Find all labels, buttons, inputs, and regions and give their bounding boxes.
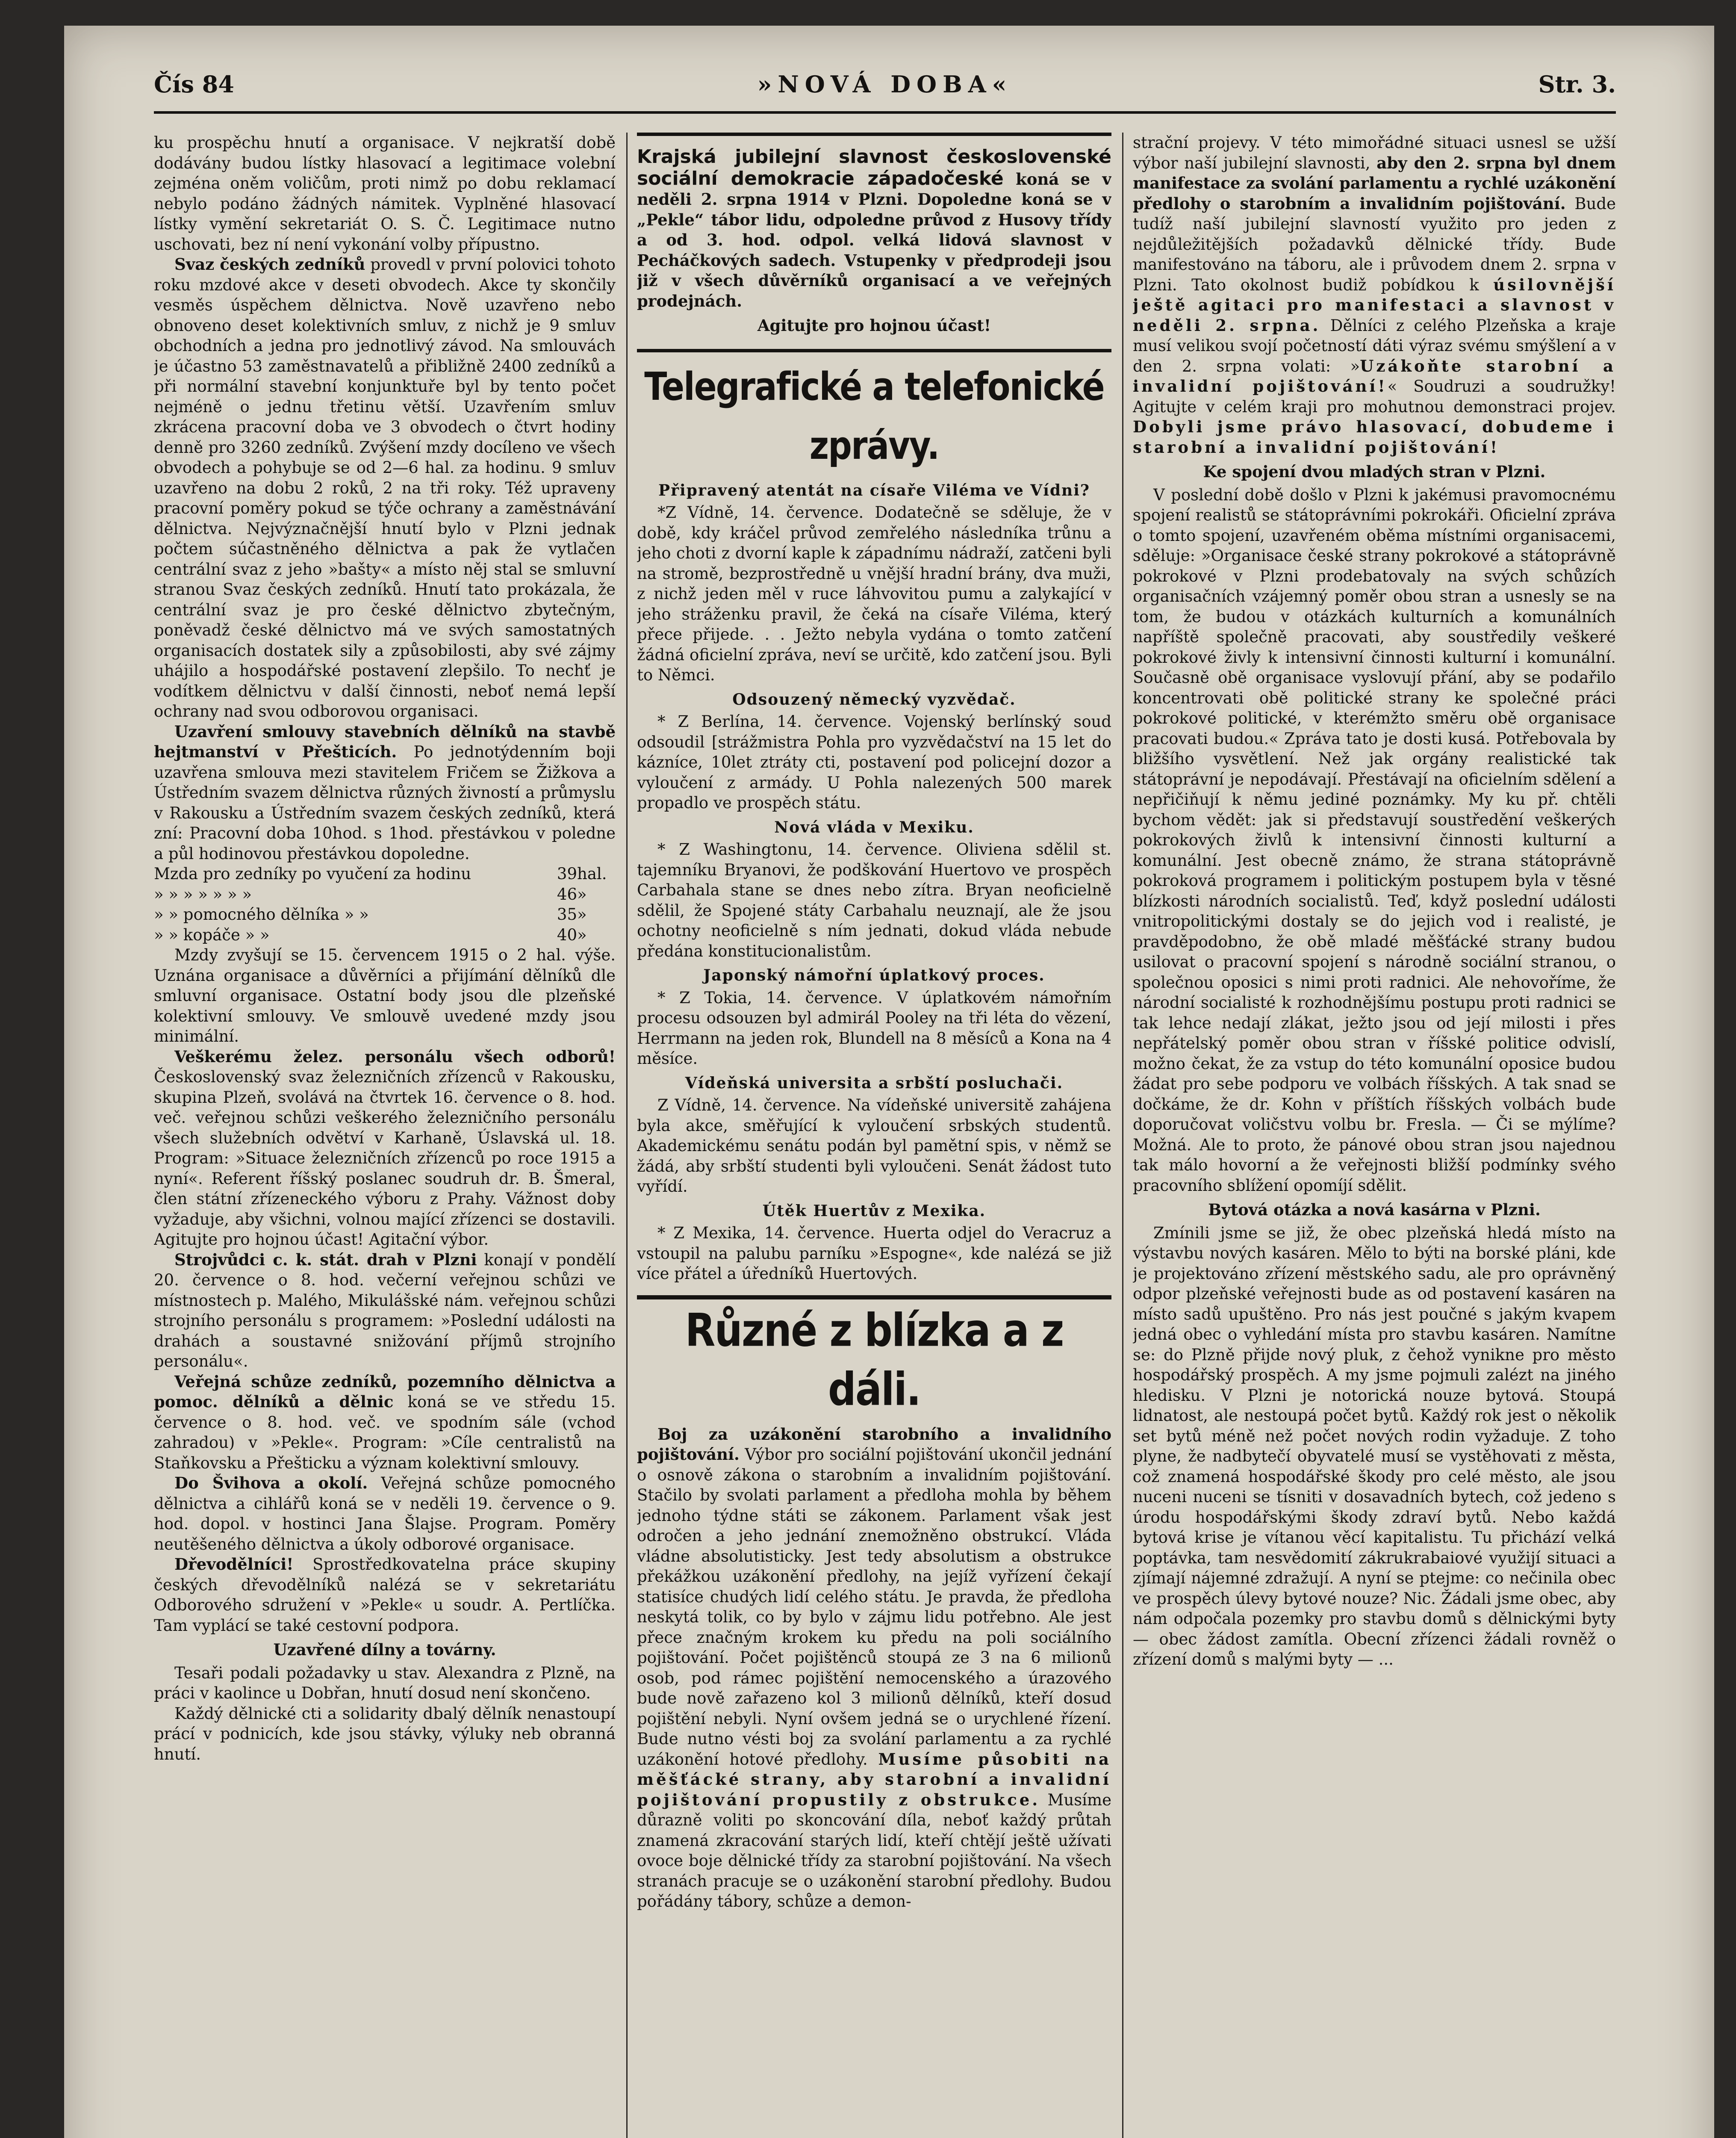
- article-text: V poslední době došlo v Plzni k jakémusi pravomocnému spojení realistů se státoprávními pokrokáři. Oficielní zpráva o tomto spojení, uzavřeném oběma místními organisacemi, sděluje: »Organisace české strany pokrokové a státoprávně pokrokové v Plzni prodebatovaly na svých schůzích organisačních vzájemný poměr obou stran a usnesly se na tom, že budou v otázkách kulturních a komunálních napříště společně pracovati, aby soustředily veškeré pokrokové živly k intensivní činnosti kulturní i komunální. Současně obě organisace vyslovují přání, aby se podařilo koncentrovati obě politické strany ke společné práci pokrokové politické, v kterémžto směru obě organisace pracovati budou.« Zpráva tato je dosti kusá. Potřebovala by bližšího vysvětlení. Než jak orgány realistické tak státoprávní je nepodávají. Přestávají na oficielním sdělení a nepřičiňují k němu jediné poznámky. My ku př. chtěli bychom vědět: jak si představují soustředění veškerých pokrokových živlů k intensivní činnosti kulturní a komunální. Jest obecně známo, že strana státoprávně pokroková programem i politickým postupem byla v těsné blízkosti národních socialistů. Teď, když poslední události vnitropolitickými dostaly se do jejich vod i realisté, je pravděpodobno, že obě mladé měšťácké strany budou usilovat o pracovní spojení s národně sociální stranou, o společnou oposici s nimi proti radnici. Ale nehovoříme, že národní socialisté k rozhodnějšímu postupu proti radnici se tak lehce nedají zlákat, ježto jsou od její milosti i přes nepřátelský poměr obou stran v říšské politice odvislí, možno čekat, že za vstup do této komunální oposice budou žádat pro sebe podporu ve volbách říšských. A tak snad se dočkáme, že dr. Kohn v příštích říšských volbách bude doporučovat voličstvu volbu br. Fresla. — Či se mýlíme? Možná. Ale to proto, že pánové obou stran jsou najednou tak málo hovorní a že veřejnosti bližší podmínky svého pracovního sblížení opomíjí sdělit.: [1133, 485, 1616, 1195]
- column-2: [637, 133, 1111, 2138]
- wage-row: [154, 925, 616, 945]
- news-text: *Z Vídně, 14. července. Dodatečně se sděluje, že v době, kdy kráčel průvod zemřelého následníka trůnu a jeho choti z dvorní kaple k západnímu nádraží, zatčeni byli na stromě, bezprostředně u vnější hradní brány, dva muži, z nichž jeden měl v ruce láhvovitou pumu a zalykající v jeho stráženku pravil, že čeká na císaře Viléma, který přece přijede. . . Ježto nebyla vydána o tomto zatčení žádná oficielní zpráva, neví se určitě, kdo zatčení jsou. Byli to Němci.: [637, 503, 1111, 684]
- wage-unit: »: [577, 905, 587, 924]
- wage-value: 35: [557, 905, 577, 924]
- article-text: « Soudruzi a soudružky! Agitujte v celém kraji pro mohutnou demonstraci projev.: [1133, 377, 1616, 416]
- news-heading: Japonský námořní úplatkový proces.: [703, 966, 1045, 984]
- wage-unit: »: [577, 885, 587, 904]
- article-heading: Bytová otázka a nová kasárna v Plzni.: [1208, 1200, 1541, 1219]
- article-text: Každý dělnické cti a solidarity dbalý dělník nenastoupí prácí v podnicích, kde jsou stávky, výluky neb obranná hnutí.: [154, 1704, 616, 1763]
- wage-label: » » pomocného dělníka » »: [154, 905, 369, 924]
- announcement-box: [637, 133, 1111, 352]
- article-emphasis: Uzákoňte starobní a invalidní pojištování!: [1133, 356, 1616, 396]
- article-text: koná se ve středu 15. července o 8. hod. več. ve spodním sále (vchod zahradou) v »Pekle«. Program: »Cíle centralistů na Staňkovsku a Přešticku a význam kolektivní smlouvy.: [154, 1393, 616, 1472]
- article-text: ku prospěchu hnutí a organisace. V nejkratší době dodávány budou lístky hlasovací a legitimace volební zejména oněm voličům, proti nimž po dobu reklamací nebylo podáno žádných námitek. Vyplněné hlasovací lístky vymění sekretariát O. S. Č. Legitimace nutno uschovati, bez ní není vykonání volby přípustno.: [154, 133, 616, 254]
- wage-value: 40: [557, 925, 577, 944]
- article-text: Mzdy zvyšují se 15. červencem 1915 o 2 hal. výše. Uznána organisace a důvěrníci a přijímání dělníků dle smluvní organisace. Ostatní body jsou dle plzeňské kolektivní smlouvy. Ve smlouvě uvedené mzdy jsou minimální.: [154, 946, 616, 1045]
- masthead: [154, 71, 1616, 109]
- announcement-paragraph: [637, 146, 1111, 311]
- wage-row: [154, 864, 616, 884]
- news-heading: Vídeňská universita a srbští posluchači.: [685, 1074, 1064, 1092]
- article-text: provedl v první polovici tohoto roku mzdové akce v deseti obvodech. Akce ty skončily vesměs úspěchem dělnictva. Nově uzavřeno nebo obnoveno deset kolektivních smluv, z nichž je 9 smluv obchodních a jedna pro jednotlivý závod. Na smlouvách je účastno 53 zaměstnavatelů a přibližně 2400 zedníků a při normální stavební konjunktuře byl by tento počet nejméně o jednu třetinu větší. Uzavřením smluv zkrácena pracovní doba ve 3 obvodech o čtvrt hodiny denně pro 3260 zedníků. Zvýšení mzdy docíleno ve všech obvodech a pohybuje se od 2—6 hal. za hodinu. 9 smluv uzavřeno na dobu 2 roků, 2 na tři roky. Též upraveny pracovní poměry pokud se týče ochrany a zaměstnávání dělnictva. Nejvýznačnější hnutí bylo v Plzni jednak počtem súčastněného dělnictva a pak že vytlačen centrální svaz z jeho »bašty« a místo něj stal se smluvní stranou Svaz českých zedníků. Hnutí tato prokázala, že centrální svaz je pro české dělnictvo zbytečným, poněvadž české dělnictvo má ve svých samostatných organisacích dostatek sily a způsobilosti, aby své zájmy uhájilo a hospodářské postavení zlepšilo. To nechť je vodítkem dělnictvu v další činnosti, neboť nemá lepší ochrany nad svou odborovou organisaci.: [154, 255, 616, 721]
- article-paragraph: [154, 1250, 616, 1372]
- announcement-heading: Krajská jubilejní slavnost československé sociální demokracie západočeské: [637, 146, 1111, 189]
- article-lead: Uzavření smlouvy stavebních dělníků na stavbě hejtmanství v Přešticích.: [154, 722, 616, 761]
- article-emphasis: úsilovnější ještě agitaci pro manifestaci a slavnost v neděli 2. srpna.: [1133, 275, 1616, 335]
- wage-value: 46: [557, 885, 577, 904]
- news-text: * Z Tokia, 14. července. V úplatkovém námořním procesu odsouzen byl admirál Pooley na tři léta do vězení, Herrmann na jeden rok, Blundell na 8 měsíců a Kona na 4 měsíce.: [637, 988, 1111, 1068]
- wage-table: [154, 864, 616, 945]
- article-paragraph: [154, 254, 616, 722]
- misc-section-title: Různé z blízka a z dáli.: [685, 1304, 1064, 1416]
- news-heading: Útěk Huertův z Mexika.: [762, 1202, 986, 1220]
- news-text: * Z Berlína, 14. července. Vojenský berlínský soud odsoudil [strážmistra Pohla pro vyzvědačství na 15 let do kázníce, 10let ztráty cti, postavení pod policejní dozor a vyloučení z armády. U Pohla nalezených 500 marek propadlo ve prospěch státu.: [637, 712, 1111, 812]
- newspaper-page: [64, 26, 1714, 2138]
- column-3: [1133, 133, 1616, 2138]
- article-text: Zmínili jsme se již, že obec plzeňská hledá místo na výstavbu nových kasáren. Mělo to býti na borské pláni, kde je projektováno zřízení městského sadu, ale pro oprávněný odpor plzeňské veřejnosti bude as od postavení kasáren na místo sadů upuštěno. Pro nás jest poučné s jakým kvapem jedná obec o vyhledání místa pro stavbu kasáren. Namítne se: do Plzně přijde nový pluk, z čehož vynikne pro město hospodářský prospěch. A my jsme pojmuli zalézt na jiného hledisku. V Plzni je notorická nouze bytová. Stoupá lidnatost, ale nestoupá počet bytů. Každý rok jest o několik set bytů méně než počet nových rodin vyžaduje. Z toho plyne, že nadbytečí obyvatelé musí se vystěhovati z města, což znamená hospodářské škody pro celé město, ale jsou nuceni nuceni se tísniti v dosavadních bytech, což jedeno s úrodu hospodářskými škody zdraví bytů. Nebo každá bytová krise je vítanou věcí kapitalistu. Tu přichází velká poptávka, tam nesvědomití zákrukrabaiové využijí situaci a zjímají nájemné zdražují. A nyní se ptejme: co nečinila obec ve prospěch úlevy bytové nouze? Nic. Žádali jsme obec, aby nám odpočala pozemky pro stavbu domů s dělnickými byty — obec žádost zamítla. Obecní zřízenci žádali rovněž o zřízení domů s malými byty — ...: [1133, 1223, 1616, 1668]
- wage-value: 39: [557, 865, 577, 883]
- page-number: Str. 3.: [1538, 71, 1616, 98]
- article-lead: Do Švihova a okolí.: [174, 1474, 368, 1492]
- column-divider: [1122, 133, 1123, 2138]
- article-text: Musíme důrazně voliti po skoncování díla, neboť každý průtah znamená zkracování starých lidí, kteří chtějí ještě užívati ovoce boje dělnické třídy za starobní pojištování. Na všech stranách pracuje se o uzákonění starobní předlohy. Budou pořádány tábory, schůze a demon-: [637, 1790, 1111, 1911]
- news-heading: Odsouzený německý vyzvědač.: [732, 690, 1016, 709]
- article-text: konají v pondělí 20. července o 8. hod. večerní veřejnou schůzi ve místnostech p. Malého, Mikulášské nám. veřejnou schůzi strojního personálu s programem: »Poslední události na drahách a soustavné snižování příjmů strojního personálu«.: [154, 1250, 616, 1370]
- article-lead: Boj za uzákonění starobního a invalidního pojištování.: [637, 1424, 1111, 1464]
- article-heading: Ke spojení dvou mladých stran v Plzni.: [1203, 462, 1546, 481]
- wage-row: [154, 884, 616, 905]
- wage-label: » » kopáče » »: [154, 925, 270, 944]
- article-lead: Svaz českých zedníků: [174, 255, 365, 274]
- news-text: Z Vídně, 14. července. Na vídeňské universitě zahájena byla akce, směřující k vyloučení srbských studentů. Akademickému senátu podán byl pamětní spis, v němž se žádá, aby srbští studenti byli vyloučeni. Senát žádost tuto vyřídí.: [637, 1096, 1111, 1196]
- article-paragraph: [154, 1372, 616, 1474]
- wage-unit: »: [577, 925, 587, 944]
- article-lead: Dřevodělníci!: [174, 1555, 294, 1574]
- article-paragraph: [1133, 133, 1616, 458]
- article-text: Po jednotýdenním boji uzavřena smlouva mezi stavitelem Fričem se Žižkova a Ústředním svazem dělnictva různých živností a průmyslu v Rakousku a Ústředním svazem českých zedníků, která zní: Pracovní doba 10hod. s 1hod. přestávkou v poledne a půl hodinovou přestávkou dopoledne.: [154, 743, 616, 863]
- section-heading: Uzavřené dílny a továrny.: [273, 1640, 496, 1659]
- wage-unit: hal.: [577, 865, 607, 883]
- article-paragraph: [154, 1047, 616, 1250]
- section-rule: [637, 1295, 1111, 1299]
- wage-row: [154, 904, 616, 925]
- article-paragraph: [637, 1424, 1111, 1912]
- announcement-call: Agitujte pro hojnou účast!: [757, 316, 991, 335]
- article-text: Sprostředkovatelna práce skupiny českých dřevodělníků nalézá se v sekretariátu Odborového sdružení v »Pekle« u soudr. A. Pertlíčka. Tam vyplácí se také cestovní podpora.: [154, 1555, 616, 1635]
- wage-label: Mzda pro zedníky po vyučení za hodinu: [154, 865, 472, 883]
- wage-label: » » » » » » »: [154, 885, 252, 904]
- article-text: Výbor pro sociální pojištování ukončil jednání o osnově zákona o starobním a invalidním pojištování. Stačilo by svolati parlament a předloha mohla by během jednoho týdne státi se zákonem. Parlament však jest odročen a jeho jednání znemožněno obstrukcí. Vláda vládne absolutisticky. Jest tedy absolutism a obstrukce překážkou uzákonění předlohy, na jejíž vyřízení čekají statisíce chudých lidí celého státu. Je pravda, že předloha neskytá tolik, co by bylo v zájmu lidu potřebno. Ale jest přece značným krokem ku předu na poli sociálního pojištování. Počet pojištěnců stoupá ze 3 na 6 milionů osob, pod rámec pojištění nemocenského a úrazového bude nově zařazeno kol 3 milionů dělníků, kteří dosud pojištění nebyli. Nyní ovšem jedná se o urychlené řízení. Bude nutno vésti boj za svolání parlamentu a za rychlé uzákonění hotové předlohy.: [637, 1445, 1111, 1769]
- article-text: Tesaři podali požadavky u stav. Alexandra z Plzně, na práci v kaolince u Dobřan, hnutí dosud není skončeno.: [154, 1663, 616, 1702]
- article-emphasis: Dobyli jsme právo hlasovací, dobudeme i starobní a invalidní pojištování!: [1133, 417, 1616, 457]
- news-heading: Připravený atentát na císaře Viléma ve Vídni?: [658, 481, 1090, 499]
- article-lead: Veškerému želez. personálu všech odborů!: [174, 1047, 616, 1066]
- article-emphasis: Musíme působiti na měšťácké strany, aby starobní a invalidní pojištování propustily z obstrukce.: [637, 1749, 1111, 1809]
- news-text: * Z Mexika, 14. července. Huerta odjel do Veracruz a vstoupil na palubu parníku »Espogne«, kde nalézá se již více přátel a úředníků Huertových.: [637, 1224, 1111, 1283]
- issue-number: Čís 84: [154, 71, 234, 98]
- article-paragraph: [154, 1473, 616, 1554]
- article-paragraph: [154, 722, 616, 864]
- article-text: Dělníci z celého Plzeňska a kraje musí velikou svojí početností dáti výraz svému smýšlení a v den 2. srpna volati: »: [1133, 316, 1616, 375]
- newspaper-title: »NOVÁ DOBA«: [757, 71, 1013, 98]
- article-lead: Strojvůdci c. k. stát. drah v Plzni: [174, 1250, 477, 1269]
- column-divider: [626, 133, 628, 2138]
- news-text: * Z Washingtonu, 14. července. Oliviena sdělil st. tajemníku Bryanovi, že podškování Huertovo ve prospěch Carbahala stane se dnes nebo zítra. Bryan neoficielně sdělil, že Spojené státy Carbahalu neuznají, ale že jsou ochotny neoficielně s ním jednati, dokud vláda nebude předána konstitucionalistům.: [637, 840, 1111, 960]
- article-text: Československý svaz železničních zřízenců v Rakousku, skupina Plzeň, svolává na čtvrtek 16. července o 8. hod. več. veřejnou schůzi veškerého železničního personálu všech služebních odvětví v Karhaně, Úslavská ul. 18. Program: »Situace železničních zřízenců po roce 1915 a nyní«. Referent říšský poslanec soudruh dr. B. Šmeral, člen státní zřízeneckého výboru z Prahy. Vážnost doby vyžaduje, aby všichni, volnou mající zřízenci se dostavili. Agitujte pro hojnou účast! Agitační výbor.: [154, 1068, 616, 1249]
- article-text: Veřejná schůze pomocného dělnictva a cihlářů koná se v neděli 19. července o 9. hod. dopol. v hostinci Jana Šlajse. Program. Poměry neutěšeného dělnictva a úkoly odborové organisace.: [154, 1474, 616, 1553]
- telegraph-section-title: Telegrafické a telefonické zprávy.: [644, 364, 1104, 468]
- article-emphasis: aby den 2. srpna byl dnem manifestace za svolání parlamentu a rychlé uzákonění předlohy o starobním a invalidním pojištování.: [1133, 153, 1616, 213]
- column-1: [154, 133, 616, 2138]
- article-text: Bude tudíž naší jubilejní slavností využito pro jeden z nejdůležitějších požadavků dělnické třídy. Bude manifestováno na táboru, ale i průvodem dnem 2. srpna v Plzni. Tato okolnost budiž pobídkou k: [1133, 194, 1616, 294]
- article-text: strační projevy. V této mimořádné situaci usnesl se užší výbor naší jubilejní slavnosti,: [1133, 133, 1616, 172]
- masthead-rule: [154, 111, 1616, 114]
- article-lead: Veřejná schůze zedníků, pozemního dělnictva a pomoc. dělníků a dělnic: [154, 1372, 616, 1411]
- announcement-text: koná se v neděli 2. srpna 1914 v Plzni. Dopoledne koná se v „Pekle“ tábor lidu, odpoledne průvod z Husovy třídy a od 3. hod. odpol. velká lidová slavnost v Pecháčkových sadech. Vstupenky v předprodeji jsou již v všech důvěrníků organisací a ve veřejných prodejnách.: [637, 169, 1111, 310]
- news-heading: Nová vláda v Mexiku.: [774, 818, 974, 836]
- article-paragraph: [154, 1554, 616, 1636]
